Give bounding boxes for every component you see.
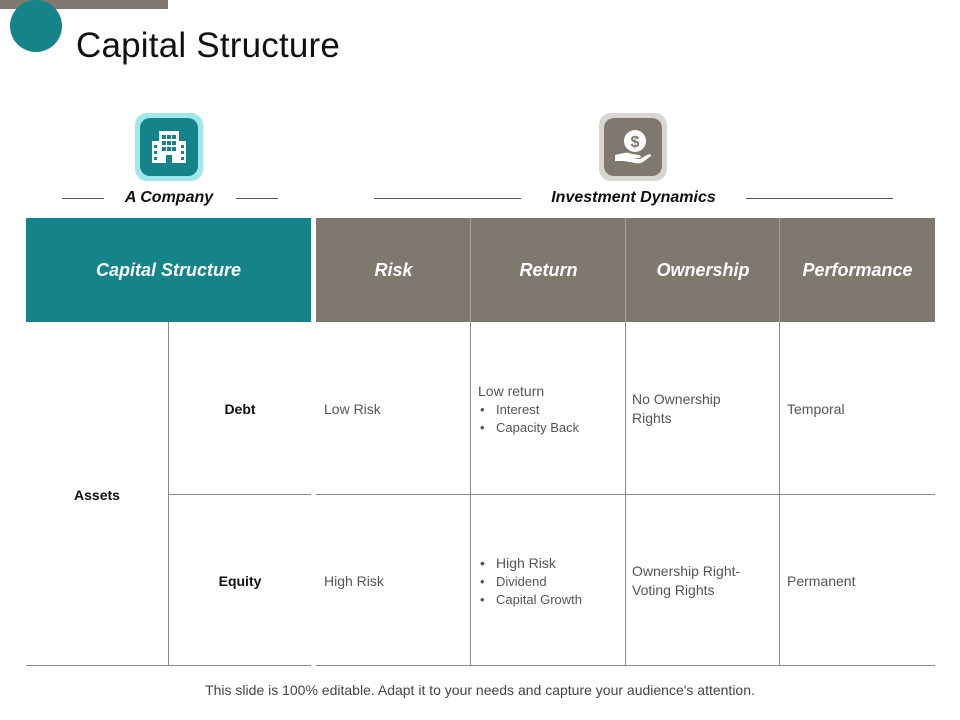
grid-line — [26, 665, 311, 666]
svg-text:$: $ — [630, 134, 640, 151]
equity-ownership-cell: Ownership Right-Voting Rights — [632, 563, 741, 598]
list-item: • Capital Growth — [478, 591, 620, 609]
debt-return-list — [478, 401, 620, 437]
list-item: • High Risk — [478, 554, 620, 573]
equity-label: Equity — [218, 573, 262, 589]
top-accent-circle — [10, 0, 62, 52]
header-separator — [625, 218, 626, 322]
equity-return-cell — [478, 554, 620, 609]
header-return: Return — [471, 218, 626, 322]
company-rule-left — [62, 198, 104, 199]
building-icon — [150, 129, 188, 165]
grid-line — [316, 494, 935, 495]
debt-return-cell — [478, 382, 620, 437]
list-item: • Interest — [478, 401, 620, 419]
debt-return-heading: Low return — [478, 383, 545, 399]
debt-performance-cell: Temporal — [787, 401, 845, 417]
debt-ownership-cell: No Ownership Rights — [632, 391, 721, 426]
debt-label: Debt — [224, 401, 256, 417]
debt-risk-cell: Low Risk — [324, 401, 381, 417]
company-icon-box — [135, 113, 203, 181]
investment-rule-left — [374, 198, 521, 199]
header-risk: Risk — [316, 218, 471, 322]
company-label: A Company — [124, 189, 214, 206]
header-performance: Performance — [780, 218, 935, 322]
header-separator — [470, 218, 471, 322]
company-rule-right — [236, 198, 278, 199]
footer-note: This slide is 100% editable. Adapt it to your needs and capture your audience's attention. — [205, 682, 755, 698]
equity-risk-cell: High Risk — [324, 573, 384, 589]
equity-performance-cell: Permanent — [787, 573, 856, 589]
grid-line — [316, 665, 935, 666]
header-separator — [779, 218, 780, 322]
investment-icon-box — [599, 113, 667, 181]
investment-label: Investment Dynamics — [551, 189, 716, 206]
header-capital-structure: Capital Structure — [26, 218, 311, 322]
list-item: • Capacity Back — [478, 419, 620, 437]
equity-return-list — [478, 554, 620, 609]
investment-rule-right — [746, 198, 893, 199]
list-item: • Dividend — [478, 573, 620, 591]
page-title: Capital Structure — [76, 26, 341, 65]
header-ownership: Ownership — [626, 218, 780, 322]
grid-line — [168, 494, 311, 495]
assets-label: Assets — [74, 487, 120, 503]
money-hand-icon — [613, 128, 653, 166]
